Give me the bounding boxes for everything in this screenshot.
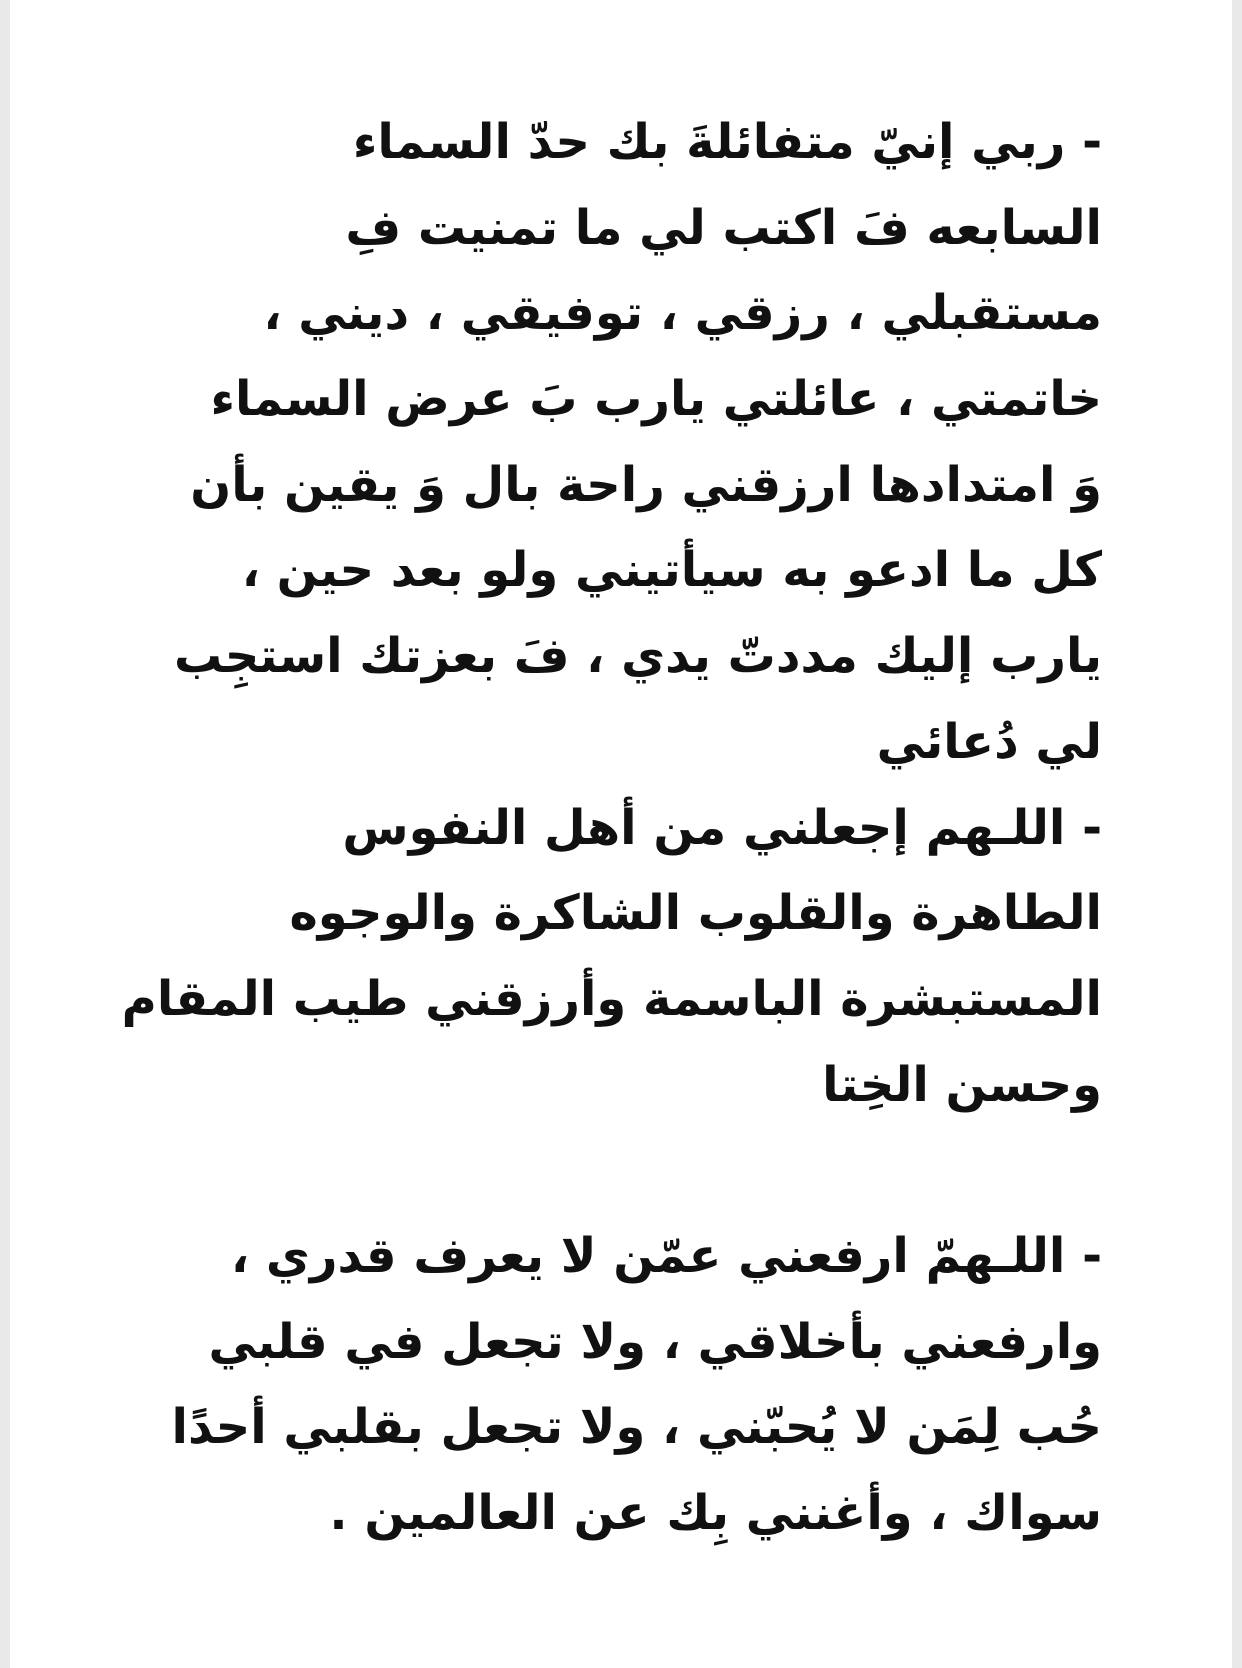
text-line: حُب لِمَن لا يُحبّني ، ولا تجعل بقلبي أحدًا — [171, 1399, 1102, 1456]
text-line: لي دُعائي — [876, 713, 1102, 770]
text-line: - ربي إنيّ متفائلةَ بك حدّ السماء — [352, 114, 1102, 170]
text-line: كل ما ادعو به سيأتيني ولو بعد حين ، — [241, 542, 1102, 599]
text-line: - اللـهمّ ارفعني عمّن لا يعرف قدري ، — [230, 1227, 1102, 1284]
prayer-text — [102, 100, 1102, 1557]
text-line: السابعه فَ اكتب لي ما تمنيت فِ — [345, 199, 1102, 256]
text-line: سواك ، وأغنني بِك عن العالمين . — [329, 1485, 1102, 1541]
document-page — [10, 0, 1232, 1668]
text-line: خاتمتي ، عائلتي يارب بَ عرض السماء — [210, 371, 1102, 428]
text-line: يارب إليك مددتّ يدي ، فَ بعزتك استجِب — [173, 628, 1102, 685]
paragraph-spacer — [102, 1128, 1102, 1214]
text-line: الطاهرة والقلوب الشاكرة والوجوه — [289, 885, 1102, 942]
text-line: مستقبلي ، رزقي ، توفيقي ، ديني ، — [263, 285, 1102, 342]
text-line: المستبشرة الباسمة وأرزقني طيب المقام — [121, 970, 1102, 1027]
text-line: وحسن الخِتا — [822, 1056, 1102, 1113]
text-line: - اللـهم إجعلني من أهل النفوس — [342, 799, 1102, 856]
text-line: وارفعني بأخلاقي ، ولا تجعل في قلبي — [208, 1313, 1102, 1370]
text-line: وَ امتدادها ارزقني راحة بال وَ يقين بأن — [190, 456, 1102, 513]
